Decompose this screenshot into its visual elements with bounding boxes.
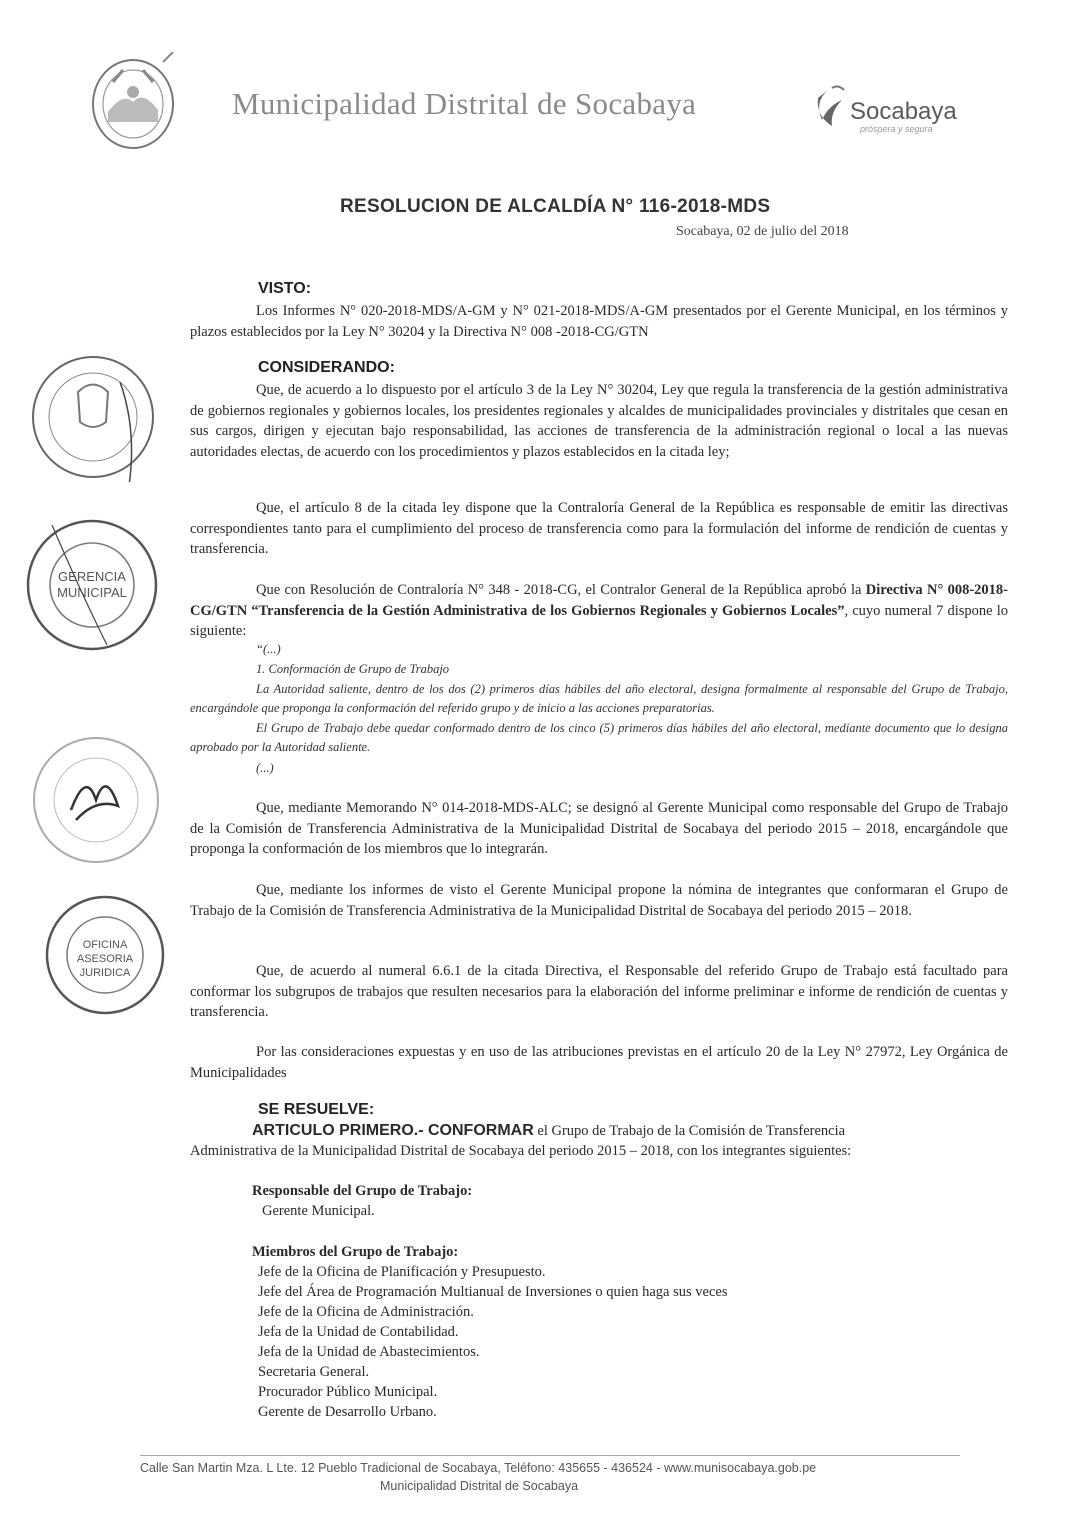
member-item: Jefe del Área de Programación Multianual de Inversiones o quien haga sus veces [258,1284,728,1300]
secretaria-general-stamp [26,730,166,870]
p3-text-c: , cuyo numeral 7 dispone lo siguiente: [190,602,1008,639]
miembros-heading: Miembros del Grupo de Trabajo: [252,1244,459,1260]
place-date: Socabaya, 02 de julio del 2018 [676,224,849,239]
resuelve-heading: SE RESUELVE: [258,1101,375,1118]
asesoria-juridica-stamp [40,890,170,1020]
quote-close: (...) [256,761,274,775]
considerando-paragraph-4: Que, mediante Memorando N° 014-2018-MDS-ALC; se designó al Gerente Municipal como responsable del Grupo de Trabajo de la Comisión de Transferencia Administrativa de la Municipalidad Distrital de Socabaya del periodo 2015 – 2018, encargándole que proponga la conformación de los miembros que lo integrarán. [190,800,1008,857]
svg-text:MUNICIPAL: MUNICIPAL [57,585,127,600]
municipality-name: Municipalidad Distrital de Socabaya [232,86,697,121]
considerando-paragraph-5: Que, mediante los informes de visto el Gerente Municipal propone la nómina de integrantes que conformaran el Grupo de Trabajo de la Comisión de Transferencia Administrativa de la Municipalidad Distrital de Socabaya del periodo 2015 – 2018. [190,882,1008,919]
resolution-title: RESOLUCION DE ALCALDÍA N° 116-2018-MDS [340,196,771,217]
article-first-line [252,1122,845,1140]
municipal-seal-logo [78,52,188,152]
brand-tagline: próspera y segura [860,124,933,134]
responsable-heading: Responsable del Grupo de Trabajo: [252,1183,473,1199]
quote-heading: 1. Conformación de Grupo de Trabajo [256,662,450,676]
quote-open: “(...) [256,642,281,656]
member-item: Jefa de la Unidad de Contabilidad. [258,1324,459,1340]
considerando-paragraph-3 [190,580,1008,642]
visto-heading: VISTO: [258,280,312,297]
considerando-heading: CONSIDERANDO: [258,359,395,376]
considerando-paragraph-6: Que, de acuerdo al numeral 6.6.1 de la citada Directiva, el Responsable del referido Grupo de Trabajo está facultado para conformar los subgrupos de trabajos que resulten necesarios para la elaboración del informe preliminar e informe de rendición de cuentas y transferencia. [190,963,1008,1020]
member-item: Jefe de la Oficina de Planificación y Presupuesto. [258,1264,546,1280]
p3-text-a: Que con Resolución de Contraloría N° 348 - 2018-CG, el Contralor General de la República aprobó la [256,582,866,598]
considerando-paragraph-7: Por las consideraciones expuestas y en uso de las atribuciones previstas en el artículo 20 de la Ley N° 27972, Ley Orgánica de Municipalidades [190,1044,1008,1081]
member-item: Gerente de Desarrollo Urbano. [258,1404,437,1420]
alcaldia-stamp [28,352,158,482]
svg-text:ASESORIA: ASESORIA [76,953,134,965]
considerando-paragraph-2: Que, el artículo 8 de la citada ley dispone que la Contraloría General de la República es responsable de emitir las directivas correspondientes tanto para el cumplimiento del proceso de transferencia como para la formulación del informe de rendición de cuentas y transferencia. [190,500,1008,557]
footer-name: Municipalidad Distrital de Socabaya [380,1479,579,1493]
member-item: Jefa de la Unidad de Abastecimientos. [258,1344,480,1360]
gerencia-municipal-stamp [22,515,162,655]
quote-paragraph-2: El Grupo de Trabajo debe quedar conformado dentro de los cinco (5) primeros días hábiles del año electoral, mediante documento que lo designa aprobado por la Autoridad saliente. [190,721,1008,754]
svg-text:JURIDICA: JURIDICA [79,967,131,979]
article-label: ARTICULO PRIMERO.- CONFORMAR [252,1122,534,1139]
member-item: Secretaria General. [258,1364,370,1380]
member-item: Jefe de la Oficina de Administración. [258,1304,474,1320]
article-text-2: Administrativa de la Municipalidad Distrital de Socabaya del periodo 2015 – 2018, con los integrantes siguientes: [190,1143,852,1159]
member-item: Procurador Público Municipal. [258,1384,438,1400]
directiva-name: Directiva N° 008-2018-CG/GTN “Transferencia de la Gestión Administrativa de los Gobiernos Regionales y Gobiernos Locales” [190,582,1008,619]
footer-address: Calle San Martin Mza. L Lte. 12 Pueblo Tradicional de Socabaya, Teléfono: 435655 - 436524 - www.munisocabaya.gob.pe [140,1461,817,1475]
svg-text:OFICINA: OFICINA [82,939,128,951]
responsable-value: Gerente Municipal. [262,1203,375,1219]
visto-text: Los Informes N° 020-2018-MDS/A-GM y N° 021-2018-MDS/A-GM presentados por el Gerente Municipal, en los términos y plazos establecidos por la Ley N° 30204 y la Directiva N° 008 -2018-CG/GTN [190,303,1008,340]
article-text-1: el Grupo de Trabajo de la Comisión de Transferencia [533,1123,846,1139]
quote-paragraph-1: La Autoridad saliente, dentro de los dos (2) primeros días hábiles del año electoral, designa formalmente al responsable del Grupo de Trabajo, encargándole que proponga la conformación del referido grupo y de inicio a las acciones preparatorias. [190,682,1008,715]
footer-divider [140,1455,960,1456]
brand-name: Socabaya [850,98,957,125]
considerando-paragraph-1: Que, de acuerdo a lo dispuesto por el artículo 3 de la Ley N° 30204, Ley que regula la transferencia de la gestión administrativa de gobiernos regionales y gobiernos locales, los presidentes regionales y alcaldes de municipalidades provinciales y distritales que cesan en sus cargos, dirigen y ejecutan bajo responsabilidad, las acciones de transferencia de la administración regional o local a las nuevas autoridades electas, de acuerdo con los procedimientos y plazos establecidos en la citada ley; [190,382,1008,460]
svg-text:GERENCIA: GERENCIA [58,569,126,584]
